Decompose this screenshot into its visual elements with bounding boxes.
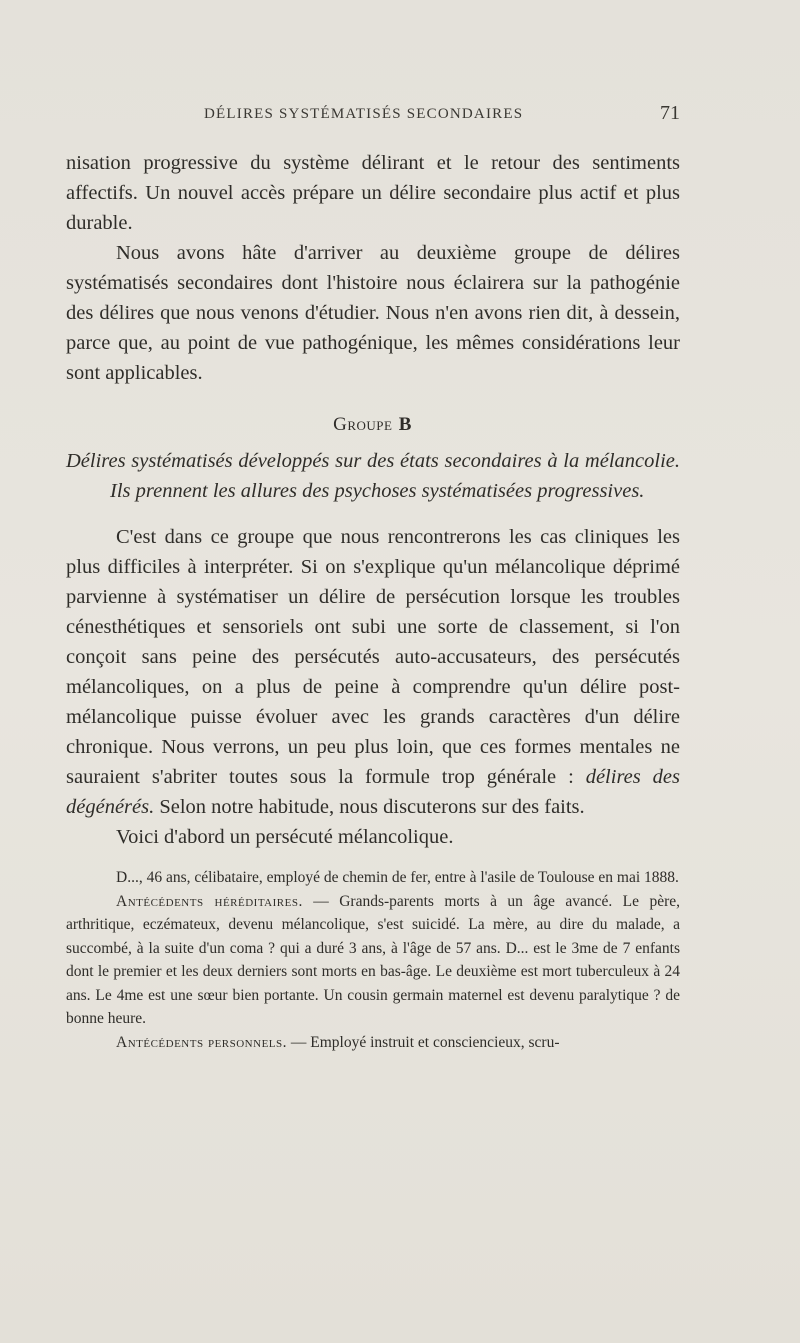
page-header	[64, 102, 680, 128]
hereditary-label: Antécédents héréditaires.	[116, 892, 303, 910]
personal-text: — Employé instruit et consciencieux, scru-	[287, 1033, 560, 1051]
case-intro: D..., 46 ans, célibataire, employé de chemin de fer, entre à l'asile de Toulouse en mai 1888.	[116, 869, 679, 886]
section-heading	[66, 410, 680, 440]
paragraph-text: C'est dans ce groupe que nous rencontrerons les cas cliniques les plus difficiles à interpréter. Si on s'explique qu'un mélancolique déprimé parvienne à systématiser un délire de persécution lorsque les troubles cénesthétiques et sensoriels ont subi une sorte de classement, si l'on conçoit sans peine des persécutés auto-accusateurs, des persécutés mélancoliques, on a plus de peine à comprendre qu'un délire post-mélancolique puisse évoluer avec les grands caractères d'un délire chronique. Nous verrons, un peu plus loin, que ces formes mentales ne sauraient s'abriter toutes sous la formule trop générale :	[66, 526, 680, 788]
page-number: 71	[660, 102, 680, 124]
personal-label: Antécédents personnels.	[116, 1033, 288, 1051]
case-report	[66, 866, 680, 1054]
hereditary-text: — Grands-parents morts à un âge avancé. Le père, arthritique, eczémateux, devenu mélancolique, s'est suicidé. La mère, au dire du malade, a succombé, à la suite d'un coma ? qui a duré 3 ans, à l'âge de 57 ans. D... est le 3me de 7 enfants dont le premier et les deux derniers sont morts en bas-âge. Le deuxième est mort tuberculeux à 24 ans. Le 4me est une sœur bien portante. Un cousin germain maternel est devenu paralytique ? de bonne heure.	[66, 892, 680, 1027]
italic-term: délires des dégénérés.	[66, 766, 680, 818]
page-body	[66, 148, 680, 1054]
paragraph: Voici d'abord un persécuté mélancolique.	[116, 826, 454, 848]
paragraph-text: Selon notre habitude, nous discuterons sur des faits.	[159, 796, 585, 818]
personal-history	[66, 1031, 680, 1055]
section-heading-word: Groupe	[333, 414, 393, 435]
hereditary-history	[66, 890, 680, 1031]
section-description: Délires systématisés développés sur des états secondaires à la mélancolie. Ils prennent les allures des psychoses systématisées progressives.	[66, 450, 680, 502]
paragraph: nisation progressive du système délirant et le retour des sentiments affectifs. Un nouvel accès prépare un délire secondaire plus actif et plus durable.	[66, 152, 680, 234]
paragraph: Nous avons hâte d'arriver au deuxième groupe de délires systématisés secondaires dont l'histoire nous éclairera sur la pathogénie des délires que nous venons d'étudier. Nous n'en avons rien dit, à dessein, parce que, au point de vue pathogénique, les mêmes considérations leur sont applicables.	[66, 242, 680, 384]
paragraph	[66, 522, 680, 822]
running-head: DÉLIRES SYSTÉMATISÉS SECONDAIRES	[204, 106, 524, 122]
section-heading-letter: B	[398, 414, 413, 435]
